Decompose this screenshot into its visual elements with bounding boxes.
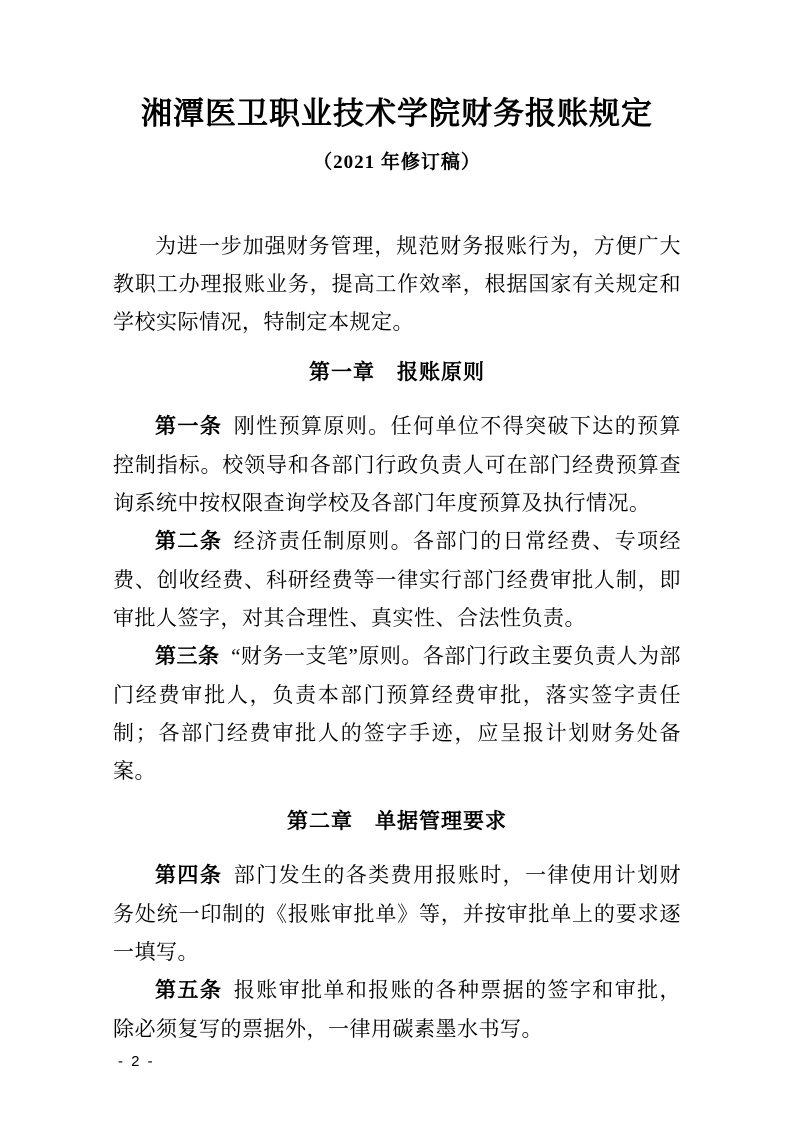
article-4-label: 第四条	[155, 864, 223, 887]
article-1	[113, 407, 681, 522]
article-5	[113, 971, 681, 1048]
article-2-label: 第二条	[155, 530, 223, 553]
article-4	[113, 856, 681, 971]
document-subtitle: （2021 年修订稿）	[313, 152, 481, 173]
article-1-label: 第一条	[155, 415, 223, 438]
article-1-text: 刚性预算原则。任何单位不得突破下达的预算控制指标。校领导和各部门行政负责人可在部门经费预算查询系统中按权限查询学校及各部门年度预算及执行情况。	[113, 414, 682, 515]
chapter-2-heading: 第二章 单据管理要求	[287, 810, 507, 833]
article-5-label: 第五条	[155, 979, 223, 1002]
article-2	[113, 522, 681, 637]
chapter-1-heading: 第一章 报账原则	[309, 361, 485, 384]
article-2-text: 经济责任制原则。各部门的日常经费、专项经费、创收经费、科研经费等一律实行部门经费审批人制，即审批人签字，对其合理性、真实性、合法性负责。	[113, 529, 682, 630]
article-5-text: 报账审批单和报账的各种票据的签字和审批，除必须复写的票据外，一律用碳素墨水书写。	[113, 978, 682, 1041]
article-3-text: “财务一支笔”原则。各部门行政主要负责人为部门经费审批人，负责本部门预算经费审批，落实签字责任制；各部门经费审批人的签字手迹，应呈报计划财务处备案。	[113, 644, 682, 783]
article-4-text: 部门发生的各类费用报账时，一律使用计划财务处统一印制的《报账审批单》等，并按审批单上的要求逐一填写。	[113, 863, 682, 964]
article-3	[113, 637, 681, 790]
article-3-label: 第三条	[155, 645, 220, 668]
document-title: 湘潭医卫职业技术学院财务报账规定	[141, 96, 653, 131]
intro-paragraph: 为进一步加强财务管理，规范财务报账行为，方便广大教职工办理报账业务，提高工作效率，根据国家有关规定和学校实际情况，特制定本规定。	[113, 234, 681, 334]
page-number: - 2 -	[118, 1053, 155, 1070]
